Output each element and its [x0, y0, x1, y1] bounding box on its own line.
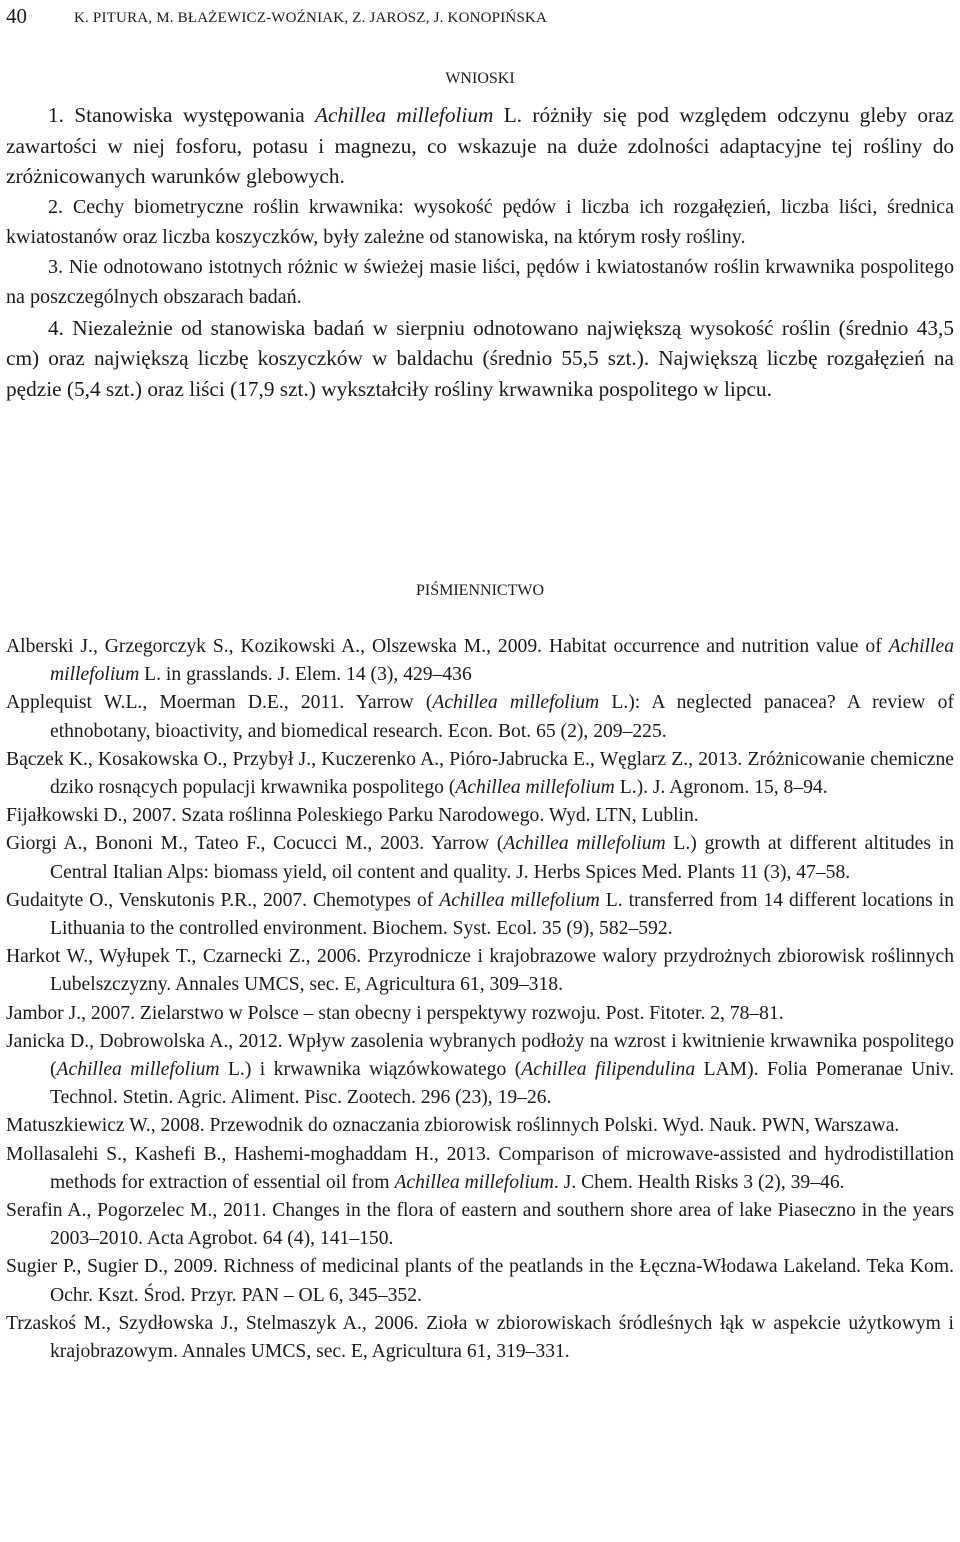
conclusion-item: 1. Stanowiska występowania Achillea millefolium L. różniły się pod względem odczynu gleby oraz zawartości w niej fosforu, potasu i magnezu, co wskazuje na duże zdolności adaptacyjne tej rośliny do zróżnicowanych warunków glebowych. — [6, 103, 954, 189]
reference-entry: Harkot W., Wyłupek T., Czarnecki Z., 2006. Przyrodnicze i krajobrazowe walory przydrożnych zbiorowisk roślinnych Lubelszczyzny. Annales UMCS, sec. E, Agricultura 61, 309–318. — [6, 946, 954, 996]
conclusions-section — [6, 100, 954, 404]
reference-entry: Janicka D., Dobrowolska A., 2012. Wpływ zasolenia wybranych podłoży na wzrost i kwitnienie krwawnika pospolitego (Achillea millefolium L.) i krwawnika wiązówkowatego (Achillea filipendulina LAM). Folia Pomeranae Univ. Technol. Stetin. Agric. Aliment. Pisc. Zootech. 296 (23), 19–26. — [6, 1030, 954, 1109]
reference-entry: Matuszkiewicz W., 2008. Przewodnik do oznaczania zbiorowisk roślinnych Polski. Wyd. Nauk. PWN, Warszawa. — [6, 1115, 900, 1137]
reference-entry: Fijałkowski D., 2007. Szata roślinna Poleskiego Parku Narodowego. Wyd. LTN, Lublin. — [6, 805, 699, 827]
reference-entry: Alberski J., Grzegorczyk S., Kozikowski A., Olszewska M., 2009. Habitat occurrence and nutrition value of Achillea millefolium L. in grasslands. J. Elem. 14 (3), 429–436 — [6, 636, 954, 686]
conclusion-item: 3. Nie odnotowano istotnych różnic w świeżej masie liści, pędów i kwiatostanów roślin krwawnika pospolitego na poszczególnych obszarach badań. — [6, 256, 954, 309]
reference-entry: Applequist W.L., Moerman D.E., 2011. Yarrow (Achillea millefolium L.): A neglected panacea? A review of ethnobotany, bioactivity, and biomedical research. Econ. Bot. 65 (2), 209–225. — [6, 692, 954, 742]
conclusion-item: 4. Niezależnie od stanowiska badań w sierpniu odnotowano największą wysokość roślin (średnio 43,5 cm) oraz największą liczbę koszyczków w baldachu (średnio 55,5 szt.). Największą liczbę rozgałęzień na pędzie (5,4 szt.) oraz liści (17,9 szt.) wykształciły rośliny krwawnika pospolitego w lipcu. — [6, 315, 954, 401]
reference-entry: Serafin A., Pogorzelec M., 2011. Changes in the flora of eastern and southern shore area of lake Piaseczno in the years 2003–2010. Acta Agrobot. 64 (4), 141–150. — [6, 1200, 954, 1250]
reference-entry: Jambor J., 2007. Zielarstwo w Polsce – stan obecny i perspektywy rozwoju. Post. Fitoter. 2, 78–81. — [6, 1002, 784, 1024]
conclusion-item: 2. Cechy biometryczne roślin krwawnika: wysokość pędów i liczba ich rozgałęzień, liczba liści, średnica kwiatostanów oraz liczba koszyczków, były zależne od stanowiska, na którym rosły rośliny. — [6, 195, 954, 248]
conclusions-heading: WNIOSKI — [445, 70, 515, 87]
page-number: 40 — [6, 4, 27, 28]
reference-entry: Gudaityte O., Venskutonis P.R., 2007. Chemotypes of Achillea millefolium L. transferred from 14 different locations in Lithuania to the controlled environment. Biochem. Syst. Ecol. 35 (9), 582–592. — [6, 889, 954, 940]
reference-entry: Trzaskoś M., Szydłowska J., Stelmaszyk A., 2006. Zioła w zbiorowiskach śródleśnych łąk w aspekcie użytkowym i krajobrazowym. Annales UMCS, sec. E, Agricultura 61, 319–331. — [6, 1312, 954, 1363]
references-list — [6, 633, 954, 1366]
running-header — [6, 4, 960, 26]
running-authors: K. PITURA, M. BŁAŻEWICZ-WOŹNIAK, Z. JAROSZ, J. KONOPIŃSKA — [74, 10, 548, 26]
reference-entry: Bączek K., Kosakowska O., Przybył J., Kuczerenko A., Pióro-Jabrucka E., Węglarz Z., 2013. Zróżnicowanie chemiczne dziko rosnących populacji krwawnika pospolitego (Achillea millefolium L.). J. Agronom. 15, 8–94. — [6, 748, 954, 799]
reference-entry: Mollasalehi S., Kashefi B., Hashemi-moghaddam H., 2013. Comparison of microwave-assisted and hydrodistillation methods for extraction of essential oil from Achillea millefolium. J. Chem. Health Risks 3 (2), 39–46. — [6, 1143, 954, 1193]
reference-entry: Giorgi A., Bononi M., Tateo F., Cocucci M., 2003. Yarrow (Achillea millefolium L.) growth at different altitudes in Central Italian Alps: biomass yield, oil content and quality. J. Herbs Spices Med. Plants 11 (3), 47–58. — [6, 833, 954, 883]
references-heading: PIŚMIENNICTWO — [416, 582, 544, 599]
reference-entry: Sugier P., Sugier D., 2009. Richness of medicinal plants of the peatlands in the Łęczna-Włodawa Lakeland. Teka Kom. Ochr. Kszt. Środ. Przyr. PAN – OL 6, 345–352. — [6, 1256, 954, 1306]
